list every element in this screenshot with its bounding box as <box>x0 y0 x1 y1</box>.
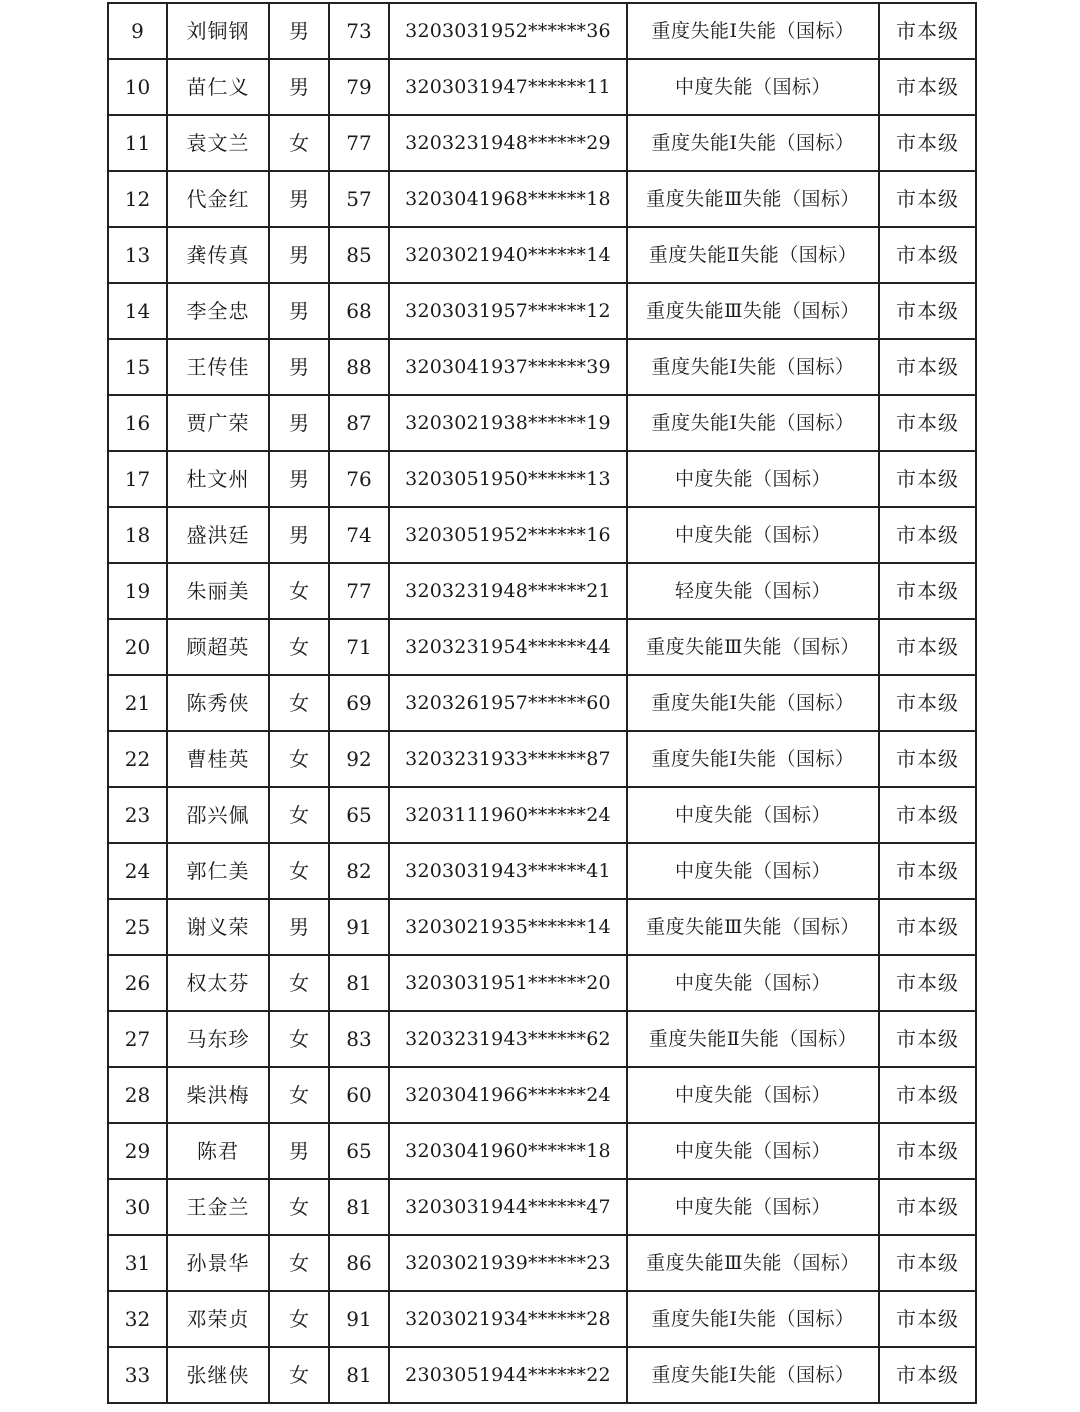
cell-name: 袁文兰 <box>167 115 269 171</box>
table-row <box>108 619 976 675</box>
cell-id-number: 3203031943******41 <box>389 843 627 899</box>
cell-disability-level: 重度失能Ⅱ失能（国标） <box>627 227 879 283</box>
cell-id-number: 3203031944******47 <box>389 1179 627 1235</box>
document-page <box>107 2 975 1404</box>
cell-disability-level: 重度失能Ⅲ失能（国标） <box>627 1235 879 1291</box>
table-row <box>108 451 976 507</box>
table-row <box>108 115 976 171</box>
cell-disability-level: 中度失能（国标） <box>627 843 879 899</box>
cell-id-number: 3203231948******29 <box>389 115 627 171</box>
cell-index: 23 <box>108 787 167 843</box>
cell-disability-level: 重度失能Ⅰ失能（国标） <box>627 731 879 787</box>
cell-district: 市本级 <box>879 283 976 339</box>
cell-id-number: 3203031957******12 <box>389 283 627 339</box>
cell-id-number: 3203231933******87 <box>389 731 627 787</box>
cell-district: 市本级 <box>879 451 976 507</box>
cell-district: 市本级 <box>879 339 976 395</box>
cell-name: 苗仁义 <box>167 59 269 115</box>
cell-gender: 男 <box>269 451 329 507</box>
cell-district: 市本级 <box>879 787 976 843</box>
table-row <box>108 1347 976 1403</box>
cell-index: 30 <box>108 1179 167 1235</box>
cell-name: 陈秀侠 <box>167 675 269 731</box>
cell-disability-level: 重度失能Ⅰ失能（国标） <box>627 1347 879 1403</box>
cell-district: 市本级 <box>879 955 976 1011</box>
cell-disability-level: 重度失能Ⅰ失能（国标） <box>627 115 879 171</box>
cell-district: 市本级 <box>879 843 976 899</box>
cell-disability-level: 重度失能Ⅲ失能（国标） <box>627 899 879 955</box>
cell-disability-level: 中度失能（国标） <box>627 507 879 563</box>
cell-gender: 女 <box>269 1011 329 1067</box>
cell-disability-level: 重度失能Ⅲ失能（国标） <box>627 171 879 227</box>
cell-gender: 男 <box>269 283 329 339</box>
cell-index: 17 <box>108 451 167 507</box>
cell-gender: 女 <box>269 619 329 675</box>
cell-gender: 女 <box>269 1067 329 1123</box>
cell-age: 83 <box>329 1011 389 1067</box>
cell-index: 10 <box>108 59 167 115</box>
cell-id-number: 3203261957******60 <box>389 675 627 731</box>
cell-disability-level: 重度失能Ⅱ失能（国标） <box>627 1011 879 1067</box>
cell-age: 91 <box>329 899 389 955</box>
cell-gender: 女 <box>269 1179 329 1235</box>
cell-index: 29 <box>108 1123 167 1179</box>
cell-id-number: 3203111960******24 <box>389 787 627 843</box>
table-row <box>108 507 976 563</box>
cell-district: 市本级 <box>879 115 976 171</box>
table-row <box>108 843 976 899</box>
cell-district: 市本级 <box>879 507 976 563</box>
table-row <box>108 1235 976 1291</box>
cell-id-number: 3203031947******11 <box>389 59 627 115</box>
disability-assessment-table <box>107 2 977 1404</box>
cell-gender: 男 <box>269 395 329 451</box>
cell-district: 市本级 <box>879 619 976 675</box>
cell-name: 孙景华 <box>167 1235 269 1291</box>
cell-name: 谢义荣 <box>167 899 269 955</box>
cell-district: 市本级 <box>879 675 976 731</box>
cell-gender: 男 <box>269 59 329 115</box>
cell-gender: 女 <box>269 787 329 843</box>
cell-id-number: 3203231954******44 <box>389 619 627 675</box>
cell-age: 68 <box>329 283 389 339</box>
cell-name: 权太芬 <box>167 955 269 1011</box>
cell-district: 市本级 <box>879 1235 976 1291</box>
cell-id-number: 3203041968******18 <box>389 171 627 227</box>
cell-id-number: 3203031952******36 <box>389 3 627 59</box>
cell-age: 65 <box>329 787 389 843</box>
cell-age: 85 <box>329 227 389 283</box>
cell-index: 18 <box>108 507 167 563</box>
cell-disability-level: 中度失能（国标） <box>627 59 879 115</box>
cell-name: 朱丽美 <box>167 563 269 619</box>
cell-index: 12 <box>108 171 167 227</box>
cell-index: 25 <box>108 899 167 955</box>
cell-name: 盛洪廷 <box>167 507 269 563</box>
cell-disability-level: 重度失能Ⅰ失能（国标） <box>627 1291 879 1347</box>
cell-district: 市本级 <box>879 59 976 115</box>
cell-disability-level: 重度失能Ⅲ失能（国标） <box>627 283 879 339</box>
cell-age: 69 <box>329 675 389 731</box>
table-row <box>108 227 976 283</box>
table-row <box>108 1067 976 1123</box>
table-row <box>108 955 976 1011</box>
cell-age: 92 <box>329 731 389 787</box>
cell-id-number: 2303051944******22 <box>389 1347 627 1403</box>
cell-index: 27 <box>108 1011 167 1067</box>
cell-id-number: 3203041966******24 <box>389 1067 627 1123</box>
cell-age: 79 <box>329 59 389 115</box>
table-row <box>108 787 976 843</box>
cell-name: 王传佳 <box>167 339 269 395</box>
cell-age: 65 <box>329 1123 389 1179</box>
cell-name: 柴洪梅 <box>167 1067 269 1123</box>
cell-age: 60 <box>329 1067 389 1123</box>
table-row <box>108 563 976 619</box>
cell-gender: 男 <box>269 227 329 283</box>
cell-disability-level: 中度失能（国标） <box>627 1179 879 1235</box>
cell-disability-level: 轻度失能（国标） <box>627 563 879 619</box>
table-row <box>108 59 976 115</box>
cell-disability-level: 中度失能（国标） <box>627 451 879 507</box>
cell-age: 88 <box>329 339 389 395</box>
cell-gender: 男 <box>269 507 329 563</box>
table-row <box>108 283 976 339</box>
cell-age: 74 <box>329 507 389 563</box>
cell-index: 32 <box>108 1291 167 1347</box>
table-row <box>108 1123 976 1179</box>
cell-gender: 男 <box>269 339 329 395</box>
cell-age: 87 <box>329 395 389 451</box>
cell-disability-level: 重度失能Ⅲ失能（国标） <box>627 619 879 675</box>
cell-index: 14 <box>108 283 167 339</box>
cell-id-number: 3203021938******19 <box>389 395 627 451</box>
cell-gender: 男 <box>269 171 329 227</box>
cell-age: 82 <box>329 843 389 899</box>
table-row <box>108 899 976 955</box>
cell-name: 龚传真 <box>167 227 269 283</box>
cell-index: 24 <box>108 843 167 899</box>
cell-age: 86 <box>329 1235 389 1291</box>
cell-disability-level: 重度失能Ⅰ失能（国标） <box>627 339 879 395</box>
cell-age: 91 <box>329 1291 389 1347</box>
cell-disability-level: 中度失能（国标） <box>627 787 879 843</box>
cell-disability-level: 中度失能（国标） <box>627 1067 879 1123</box>
cell-id-number: 3203041937******39 <box>389 339 627 395</box>
cell-age: 76 <box>329 451 389 507</box>
cell-index: 13 <box>108 227 167 283</box>
table-row <box>108 1011 976 1067</box>
cell-disability-level: 中度失能（国标） <box>627 1123 879 1179</box>
cell-age: 73 <box>329 3 389 59</box>
cell-id-number: 3203021934******28 <box>389 1291 627 1347</box>
cell-age: 81 <box>329 1179 389 1235</box>
cell-disability-level: 重度失能Ⅰ失能（国标） <box>627 675 879 731</box>
cell-name: 李全忠 <box>167 283 269 339</box>
cell-district: 市本级 <box>879 1011 976 1067</box>
cell-name: 代金红 <box>167 171 269 227</box>
cell-index: 22 <box>108 731 167 787</box>
cell-index: 15 <box>108 339 167 395</box>
table-row <box>108 1291 976 1347</box>
cell-gender: 男 <box>269 1123 329 1179</box>
cell-gender: 男 <box>269 899 329 955</box>
cell-index: 31 <box>108 1235 167 1291</box>
table-row <box>108 171 976 227</box>
cell-id-number: 3203031951******20 <box>389 955 627 1011</box>
cell-name: 陈君 <box>167 1123 269 1179</box>
cell-index: 19 <box>108 563 167 619</box>
cell-district: 市本级 <box>879 1179 976 1235</box>
cell-district: 市本级 <box>879 563 976 619</box>
cell-id-number: 3203231948******21 <box>389 563 627 619</box>
cell-gender: 女 <box>269 563 329 619</box>
cell-index: 16 <box>108 395 167 451</box>
cell-id-number: 3203021939******23 <box>389 1235 627 1291</box>
cell-gender: 女 <box>269 1347 329 1403</box>
table-body <box>108 3 976 1403</box>
cell-age: 81 <box>329 1347 389 1403</box>
cell-index: 33 <box>108 1347 167 1403</box>
cell-district: 市本级 <box>879 171 976 227</box>
cell-district: 市本级 <box>879 395 976 451</box>
cell-id-number: 3203231943******62 <box>389 1011 627 1067</box>
cell-district: 市本级 <box>879 1123 976 1179</box>
cell-name: 顾超英 <box>167 619 269 675</box>
cell-name: 邓荣贞 <box>167 1291 269 1347</box>
cell-id-number: 3203051952******16 <box>389 507 627 563</box>
cell-index: 11 <box>108 115 167 171</box>
table-row <box>108 1179 976 1235</box>
cell-name: 贾广荣 <box>167 395 269 451</box>
cell-index: 28 <box>108 1067 167 1123</box>
cell-name: 马东珍 <box>167 1011 269 1067</box>
cell-gender: 男 <box>269 3 329 59</box>
cell-gender: 女 <box>269 843 329 899</box>
cell-district: 市本级 <box>879 227 976 283</box>
cell-id-number: 3203021940******14 <box>389 227 627 283</box>
cell-index: 26 <box>108 955 167 1011</box>
cell-age: 77 <box>329 115 389 171</box>
table-row <box>108 3 976 59</box>
cell-name: 杜文州 <box>167 451 269 507</box>
cell-name: 邵兴佩 <box>167 787 269 843</box>
cell-gender: 女 <box>269 1235 329 1291</box>
cell-district: 市本级 <box>879 731 976 787</box>
cell-index: 9 <box>108 3 167 59</box>
cell-district: 市本级 <box>879 1347 976 1403</box>
table-row <box>108 339 976 395</box>
cell-name: 王金兰 <box>167 1179 269 1235</box>
cell-disability-level: 中度失能（国标） <box>627 955 879 1011</box>
cell-district: 市本级 <box>879 3 976 59</box>
cell-gender: 女 <box>269 675 329 731</box>
cell-id-number: 3203021935******14 <box>389 899 627 955</box>
cell-age: 77 <box>329 563 389 619</box>
cell-district: 市本级 <box>879 899 976 955</box>
cell-id-number: 3203041960******18 <box>389 1123 627 1179</box>
cell-age: 57 <box>329 171 389 227</box>
table-row <box>108 395 976 451</box>
cell-id-number: 3203051950******13 <box>389 451 627 507</box>
cell-gender: 女 <box>269 1291 329 1347</box>
cell-index: 21 <box>108 675 167 731</box>
cell-gender: 女 <box>269 955 329 1011</box>
cell-gender: 女 <box>269 731 329 787</box>
cell-name: 张继侠 <box>167 1347 269 1403</box>
cell-disability-level: 重度失能Ⅰ失能（国标） <box>627 395 879 451</box>
cell-name: 郭仁美 <box>167 843 269 899</box>
cell-name: 曹桂英 <box>167 731 269 787</box>
cell-index: 20 <box>108 619 167 675</box>
table-row <box>108 731 976 787</box>
table-row <box>108 675 976 731</box>
cell-gender: 女 <box>269 115 329 171</box>
cell-age: 81 <box>329 955 389 1011</box>
cell-name: 刘铜钢 <box>167 3 269 59</box>
cell-district: 市本级 <box>879 1291 976 1347</box>
cell-age: 71 <box>329 619 389 675</box>
cell-district: 市本级 <box>879 1067 976 1123</box>
cell-disability-level: 重度失能Ⅰ失能（国标） <box>627 3 879 59</box>
